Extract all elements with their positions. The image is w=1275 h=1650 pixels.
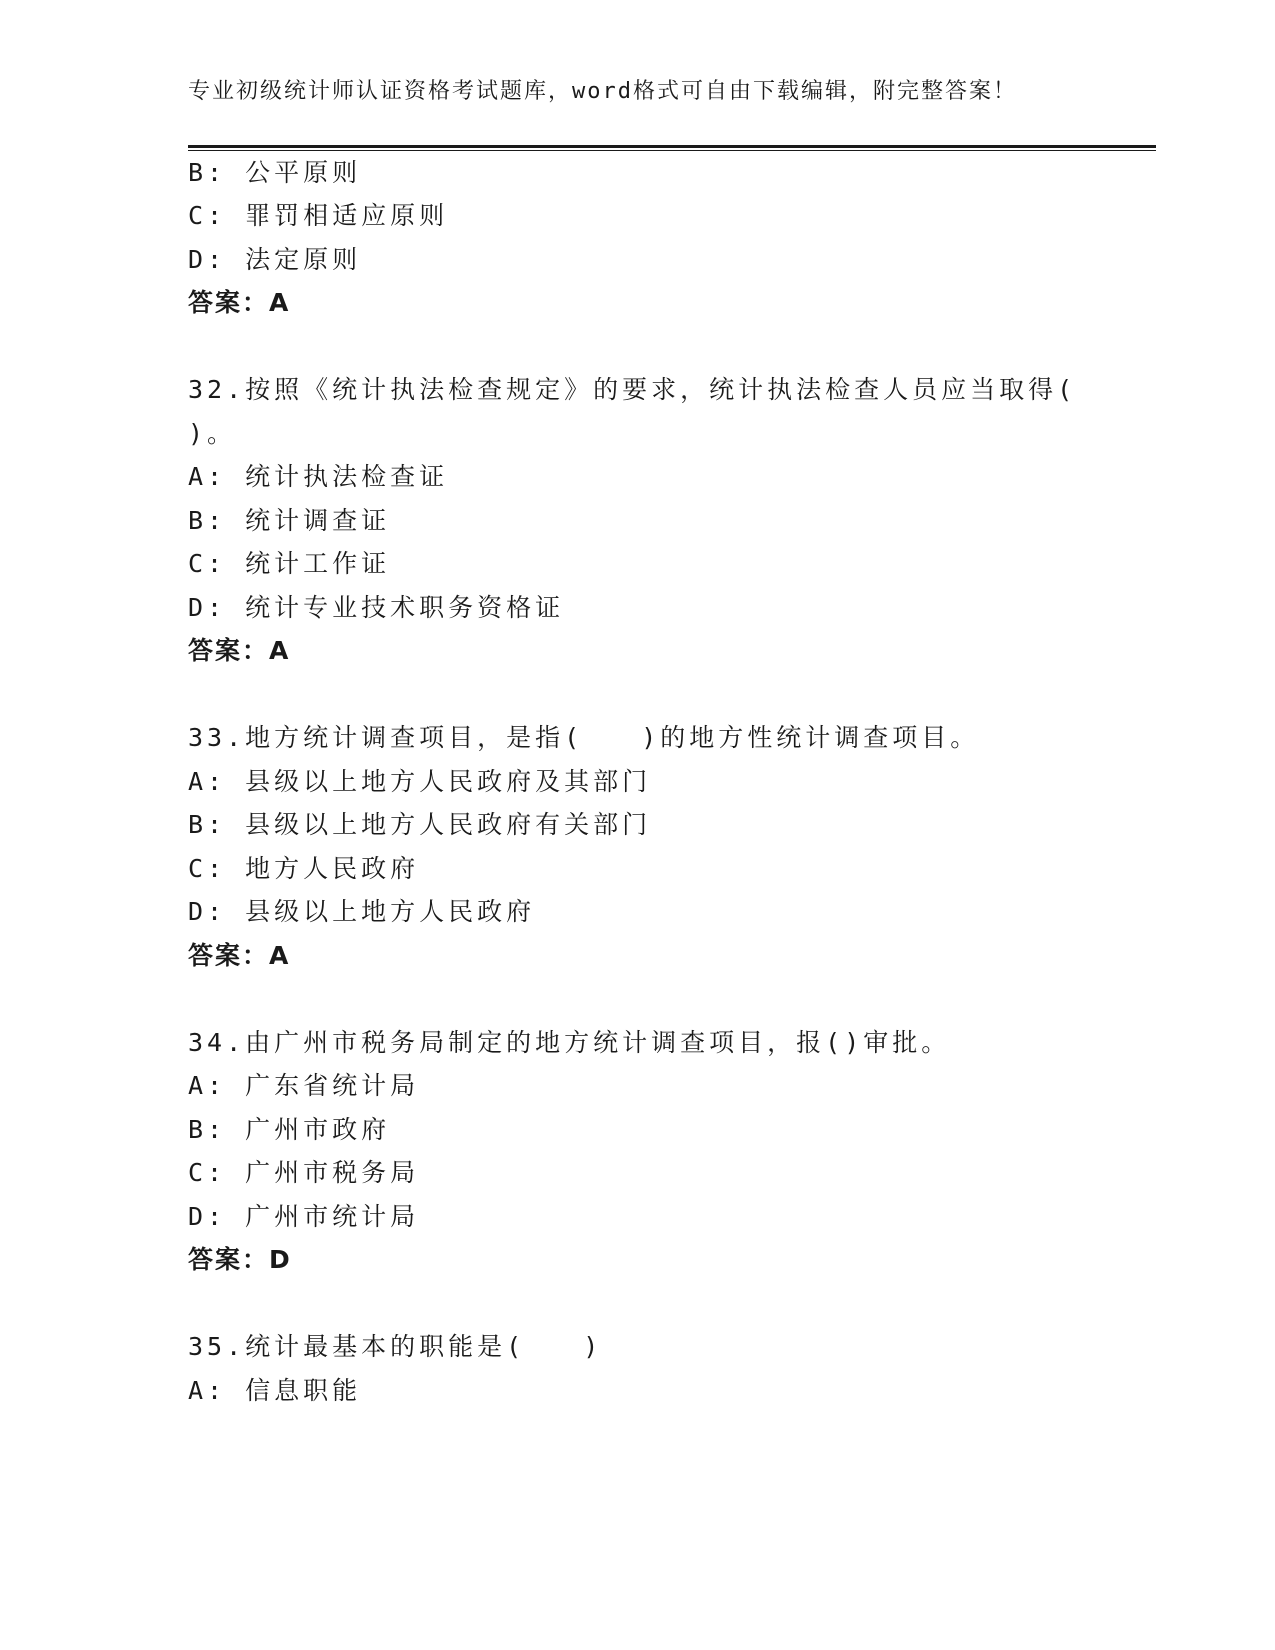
q33-option-b: B: 县级以上地方人民政府有关部门	[188, 810, 652, 839]
header-rule-thick	[188, 145, 1156, 148]
q33-stem: 33.地方统计调查项目，是指( )的地方性统计调查项目。	[188, 723, 980, 752]
q32-option-c: C: 统计工作证	[188, 549, 391, 578]
q32-answer: 答案：A	[188, 636, 291, 665]
q32-option-a: A: 统计执法检查证	[188, 462, 449, 491]
q31-answer: 答案：A	[188, 288, 291, 317]
q34-option-c: C: 广州市税务局	[188, 1158, 420, 1187]
q34-answer: 答案：D	[188, 1245, 292, 1274]
q32-option-d: D: 统计专业技术职务资格证	[188, 593, 565, 622]
q32-stem-line1: 32.按照《统计执法检查规定》的要求，统计执法检查人员应当取得(	[188, 375, 1077, 404]
q35-stem: 35.统计最基本的职能是( )	[188, 1332, 603, 1361]
q34-option-a: A: 广东省统计局	[188, 1071, 420, 1100]
q34-option-b: B: 广州市政府	[188, 1115, 391, 1144]
q31-option-b: B: 公平原则	[188, 158, 362, 187]
q33-answer: 答案：A	[188, 941, 291, 970]
q33-option-a: A: 县级以上地方人民政府及其部门	[188, 767, 652, 796]
page-header: 专业初级统计师认证资格考试题库，word格式可自由下载编辑，附完整答案！	[188, 79, 1017, 104]
q34-option-d: D: 广州市统计局	[188, 1202, 420, 1231]
q33-option-c: C: 地方人民政府	[188, 854, 420, 883]
q33-option-d: D: 县级以上地方人民政府	[188, 897, 536, 926]
q32-stem-line2: )。	[188, 419, 237, 448]
q32-option-b: B: 统计调查证	[188, 506, 391, 535]
q31-option-c: C: 罪罚相适应原则	[188, 201, 449, 230]
q34-stem: 34.由广州市税务局制定的地方统计调查项目，报()审批。	[188, 1028, 951, 1057]
q31-option-d: D: 法定原则	[188, 245, 362, 274]
header-rule-thin	[188, 150, 1156, 151]
q35-option-a: A: 信息职能	[188, 1376, 362, 1405]
